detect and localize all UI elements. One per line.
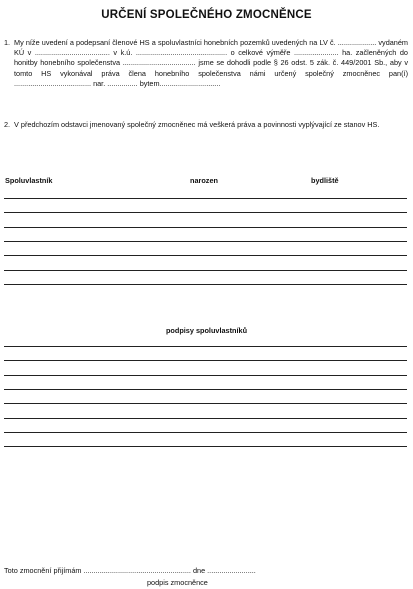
owner-line[interactable] (4, 212, 407, 213)
paragraph-2-number: 2. (4, 120, 11, 129)
owner-line[interactable] (4, 284, 407, 285)
owner-line[interactable] (4, 198, 407, 199)
owner-line[interactable] (4, 255, 407, 256)
owner-line[interactable] (4, 270, 407, 271)
signature-line[interactable] (4, 446, 407, 447)
signature-line[interactable] (4, 389, 407, 390)
signature-caption: podpis zmocněnce (147, 578, 208, 587)
column-header-born: narozen (190, 176, 218, 185)
paragraph-2 (4, 120, 408, 130)
acceptance-line: Toto zmocnění přijímám ..................................................... dne ........................ (4, 566, 256, 575)
signatures-title: podpisy spoluvlastníků (165, 326, 248, 335)
paragraph-1 (4, 38, 408, 89)
paragraph-1-text: My níže uvedení a podepsaní členové HS a spoluvlastníci honebních pozemků uvedených na LV č. ................... vydaném KÚ v ..................................... v k.ú. ............................................. o celkové výměře ...................... ha. začleněných do honitby honebního společenstva .................................... jsme se dohodli podle § 26 odst. 5 zák. č. 449/2001 Sb., aby v tomto HS vykonával práva člena honebního společenstva námi určený společný zmocněnec pan(í) ...................................... nar. ............... bytem.............................. (14, 38, 408, 88)
document-title: URČENÍ SPOLEČNÉHO ZMOCNĚNCE (101, 9, 312, 21)
signature-line[interactable] (4, 360, 407, 361)
signature-line[interactable] (4, 418, 407, 419)
paragraph-1-number: 1. (4, 38, 11, 47)
owner-line[interactable] (4, 227, 407, 228)
column-header-address: bydliště (311, 176, 339, 185)
signature-line[interactable] (4, 346, 407, 347)
column-header-owner: Spoluvlastník (5, 176, 53, 185)
paragraph-2-text: V předchozím odstavci jmenovaný společný zmocněnec má veškerá práva a povinnosti vyplývající ze stanov HS. (14, 120, 380, 129)
signature-line[interactable] (4, 403, 407, 404)
owner-line[interactable] (4, 241, 407, 242)
signature-line[interactable] (4, 375, 407, 376)
signature-line[interactable] (4, 432, 407, 433)
